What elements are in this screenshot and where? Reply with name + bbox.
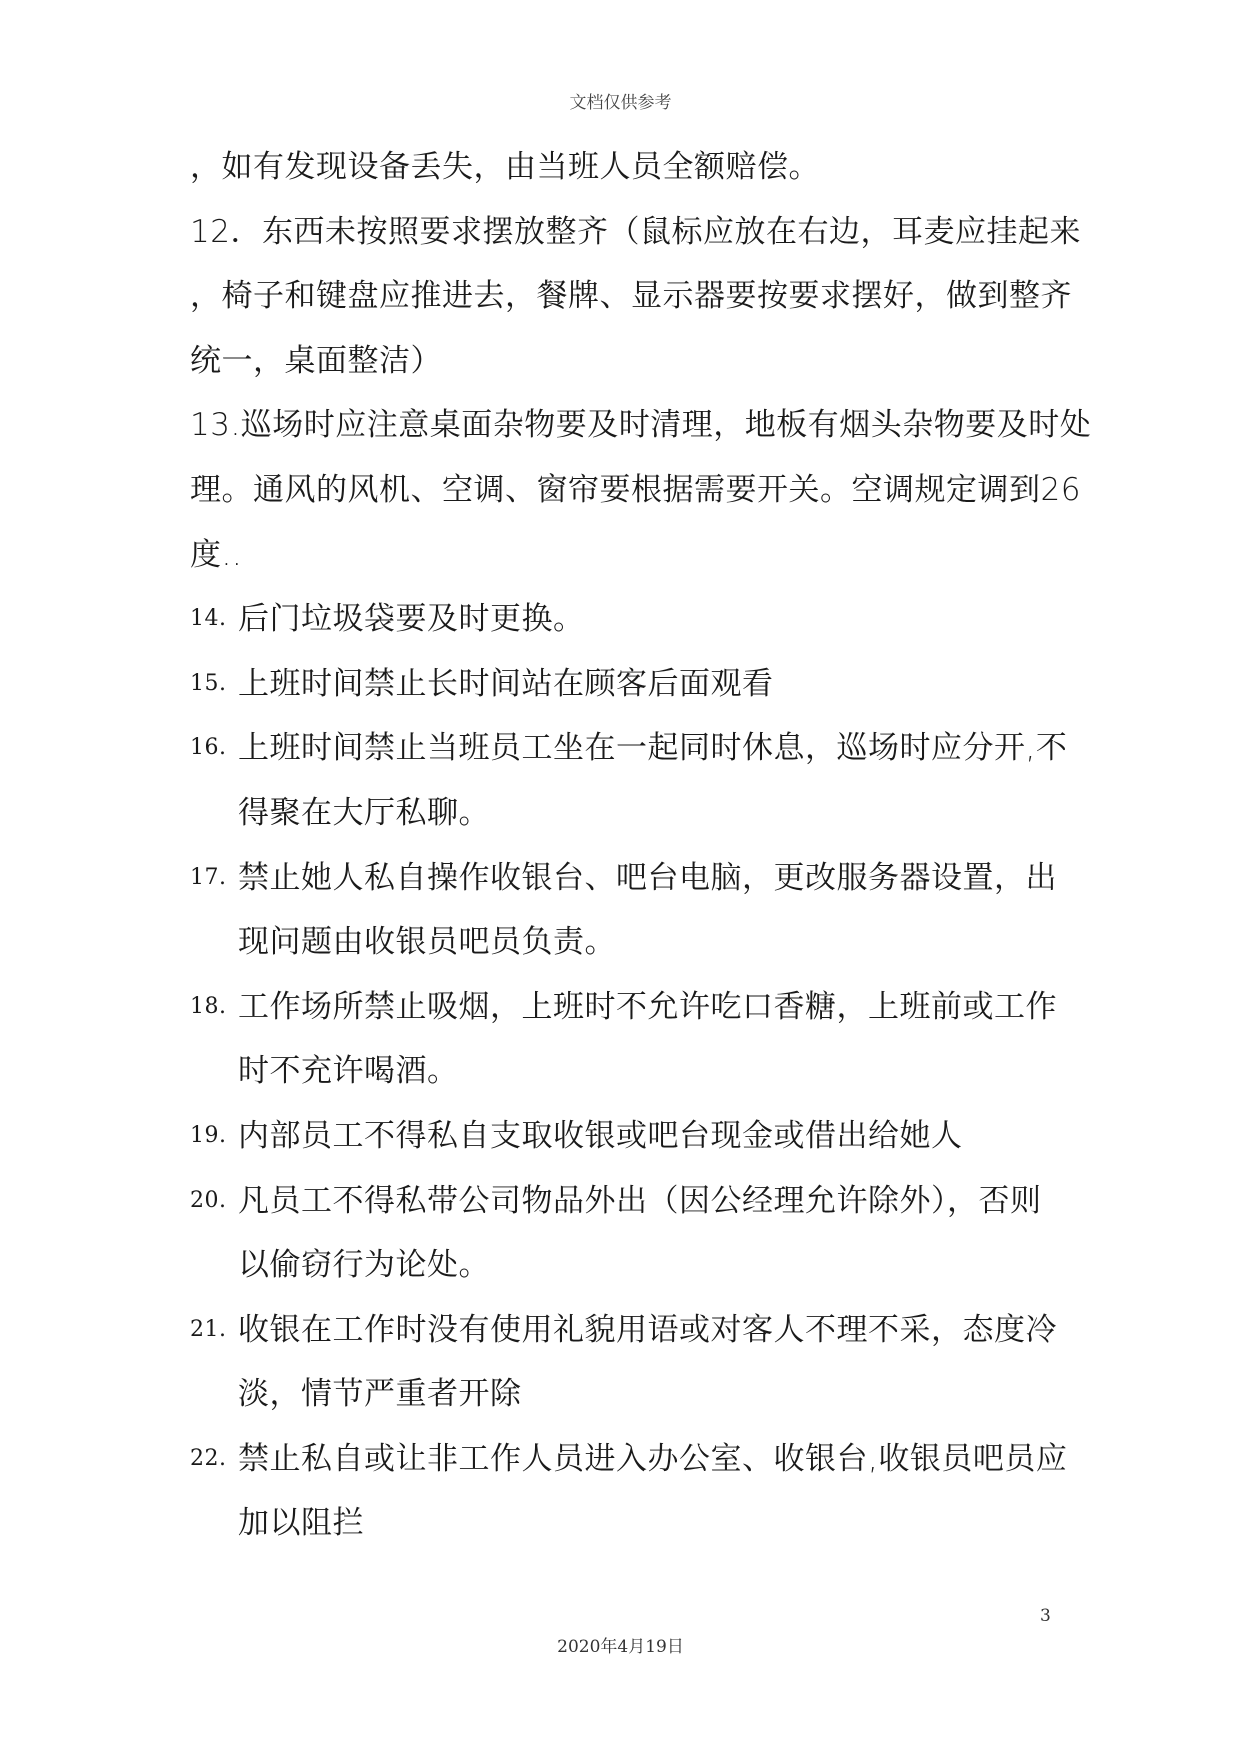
item-number: 14. (190, 606, 227, 632)
page-number: 3 (1040, 1606, 1051, 1626)
list-item (190, 846, 1070, 975)
item-text: 以偷窃行为论处。 (238, 1247, 490, 1284)
text-line: 度.. (190, 536, 243, 573)
list-item (190, 1298, 1070, 1427)
item-text: 现问题由收银员吧员负责。 (238, 924, 616, 961)
item-text: 得聚在大厅私聊。 (238, 794, 490, 831)
item-text: 时不充许喝酒。 (238, 1053, 459, 1090)
page-footer-date: 2020年4月19日 (557, 1637, 684, 1657)
item-number: 18. (190, 993, 227, 1019)
item-number: 17. (190, 864, 227, 890)
item-number: 19. (190, 1122, 227, 1148)
item-text: 凡员工不得私带公司物品外出（因公经理允许除外），否则 (238, 1182, 1042, 1219)
list-item (190, 1169, 1070, 1298)
item-number: 16. (190, 735, 227, 761)
item-number: 15. (190, 670, 227, 696)
item-text: 后门垃圾袋要及时更换。 (238, 601, 585, 638)
list-item (190, 975, 1070, 1104)
text-line: 13.巡场时应注意桌面杂物要及时清理，地板有烟头杂物要及时处 (190, 407, 1092, 444)
text-line: 理。通风的风机、空调、窗帘要根据需要开关。空调规定调到26 (190, 471, 1081, 508)
list-item (190, 587, 1070, 652)
document-body (190, 135, 1092, 1556)
list-item (190, 652, 1070, 717)
item-text: 淡，情节严重者开除 (238, 1376, 522, 1413)
text-line: 12．东西未按照要求摆放整齐（鼠标应放在右边，耳麦应挂起来 (190, 213, 1081, 250)
list-item (190, 716, 1070, 845)
item-text: 上班时间禁止当班员工坐在一起同时休息，巡场时应分开,不 (238, 730, 1068, 767)
item-number: 20. (190, 1187, 227, 1213)
item-number: 22. (190, 1445, 227, 1471)
list-item (190, 1104, 1070, 1169)
list-item (190, 1427, 1070, 1556)
text-line: ，椅子和键盘应推进去，餐牌、显示器要按要求摆好，做到整齐 (190, 278, 1072, 315)
text-line: 统一，桌面整洁） (190, 342, 442, 379)
item-text: 加以阻拦 (238, 1505, 364, 1542)
item-text: 禁止私自或让非工作人员进入办公室、收银台,收银员吧员应 (238, 1440, 1068, 1477)
item-text: 收银在工作时没有使用礼貌用语或对客人不理不采，态度冷 (238, 1311, 1057, 1348)
item-number: 21. (190, 1316, 227, 1342)
item-text: 内部员工不得私自支取收银或吧台现金或借出给她人 (238, 1117, 963, 1154)
item-text: 上班时间禁止长时间站在顾客后面观看 (238, 665, 774, 702)
item-text: 禁止她人私自操作收银台、吧台电脑，更改服务器设置，出 (238, 859, 1057, 896)
text-line: ，如有发现设备丢失，由当班人员全额赔偿。 (190, 149, 820, 185)
item-text: 工作场所禁止吸烟，上班时不允许吃口香糖，上班前或工作 (238, 988, 1057, 1025)
page-header: 文档仅供参考 (569, 93, 672, 113)
